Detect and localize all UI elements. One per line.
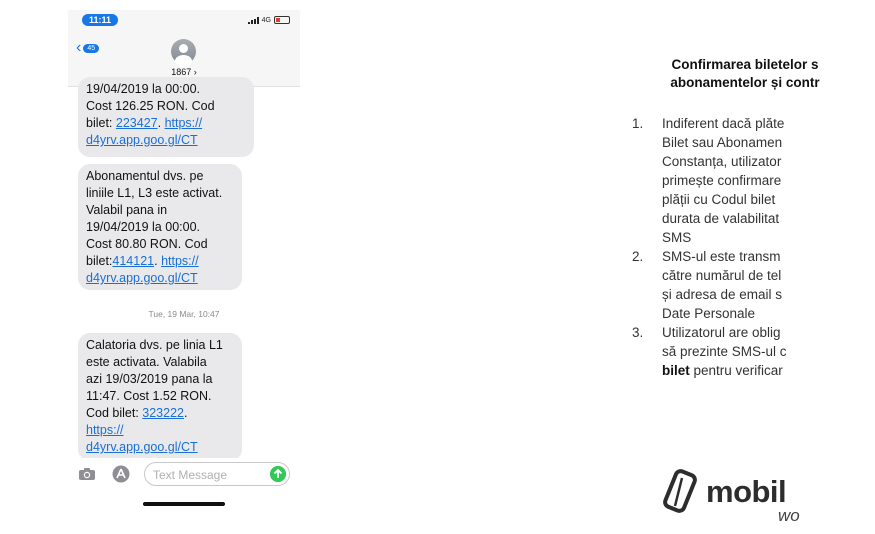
list-text-line: pentru verificar [689,363,783,378]
message-line: bilet: [86,116,116,130]
slide-list [632,114,832,383]
list-item [632,323,832,383]
message-line: este activata. Valabila [86,355,207,369]
list-text-bold: bilet [662,363,690,378]
status-bar [68,10,300,32]
slide-title-line: Confirmarea biletelor s [671,57,819,72]
message-thread[interactable] [68,82,300,455]
contact-avatar[interactable] [171,39,196,64]
message-bubble [78,77,254,157]
message-input[interactable] [144,462,290,486]
message-timestamp: Tue, 19 Mar, 10:47 [148,309,220,319]
message-line: Cost 126.25 RON. Cod [86,99,215,113]
message-input-placeholder: Text Message [153,468,228,482]
list-number: 3. [632,325,644,340]
contact-name-label: 1867 [171,67,192,77]
person-icon [179,44,188,53]
list-number: 2. [632,249,644,264]
message-line: Calatoria dvs. pe linia L1 [86,338,223,352]
send-icon[interactable] [270,466,286,482]
battery-icon [274,16,290,24]
logo-subtext: wo [778,506,800,525]
message-line: Valabil pana in [86,203,168,217]
message-line: 11:47. Cost 1.52 RON. [86,389,212,403]
message-bubble [78,164,242,290]
signal-icon [248,17,259,24]
home-indicator[interactable] [143,502,225,506]
message-line: 19/04/2019 la 00:00. [86,82,200,96]
ticket-code-link[interactable]: 323222 [142,406,184,420]
list-item [632,114,832,247]
list-number: 1. [632,116,644,131]
message-line: azi 19/03/2019 pana la [86,372,213,386]
list-text: SMS-ul este transm către numărul de tel și adresa de email s Date Personale [662,249,783,321]
message-punct: . [157,116,165,130]
app-store-icon[interactable] [112,465,130,483]
contact-name[interactable]: 1867 › [171,67,197,77]
message-line: Abonamentul dvs. pe [86,169,204,183]
network-label: 4G [261,16,271,24]
url-link[interactable]: d4yrv.app.goo.gl/CT [86,271,198,285]
brand-logo [658,468,800,528]
list-text: Indiferent dacă plăte Bilet sau Abonamen Constanța, utilizator primește confirmare plății cu Codul bilet durata de valabilitat SMS [662,116,785,245]
person-icon-body [175,55,192,67]
ticket-code-link[interactable]: 414121 [112,254,155,268]
url-link[interactable]: https:// [86,423,124,437]
ticket-code-link[interactable]: 223427 [115,116,158,130]
slide-title-line: abonamentelor și contr [670,75,820,90]
unread-badge: 45 [83,44,99,53]
message-line: Cost 80.80 RON. Cod [86,237,208,251]
status-icons [248,16,290,24]
url-link[interactable]: https:// [164,116,203,130]
message-punct: . [154,254,162,268]
url-link[interactable]: https:// [161,254,199,268]
list-item [632,247,832,323]
message-punct: . [184,406,188,420]
list-text-line: Utilizatorul are oblig [662,325,781,340]
message-line: Cod bilet: [86,406,143,420]
message-line: liniile L1, L3 este activat. [86,186,223,200]
url-link[interactable]: d4yrv.app.goo.gl/CT [86,440,198,454]
slide-title [615,56,875,92]
phone-screenshot [68,10,300,510]
message-bubble [78,333,242,461]
message-line: 19/04/2019 la 00:00. [86,220,200,234]
status-time: 11:11 [82,14,118,26]
back-button[interactable] [76,40,99,56]
message-line: bilet: [86,254,113,268]
list-text [662,323,787,380]
phone-logo-icon [658,470,702,516]
chevron-left-icon: ‹ [76,39,82,56]
url-link[interactable]: d4yrv.app.goo.gl/CT [86,133,198,147]
logo-wordmark: mobil [706,474,787,509]
compose-bar [68,458,300,498]
camera-icon[interactable] [78,467,96,481]
list-text-line: să prezinte SMS-ul c [662,344,787,359]
